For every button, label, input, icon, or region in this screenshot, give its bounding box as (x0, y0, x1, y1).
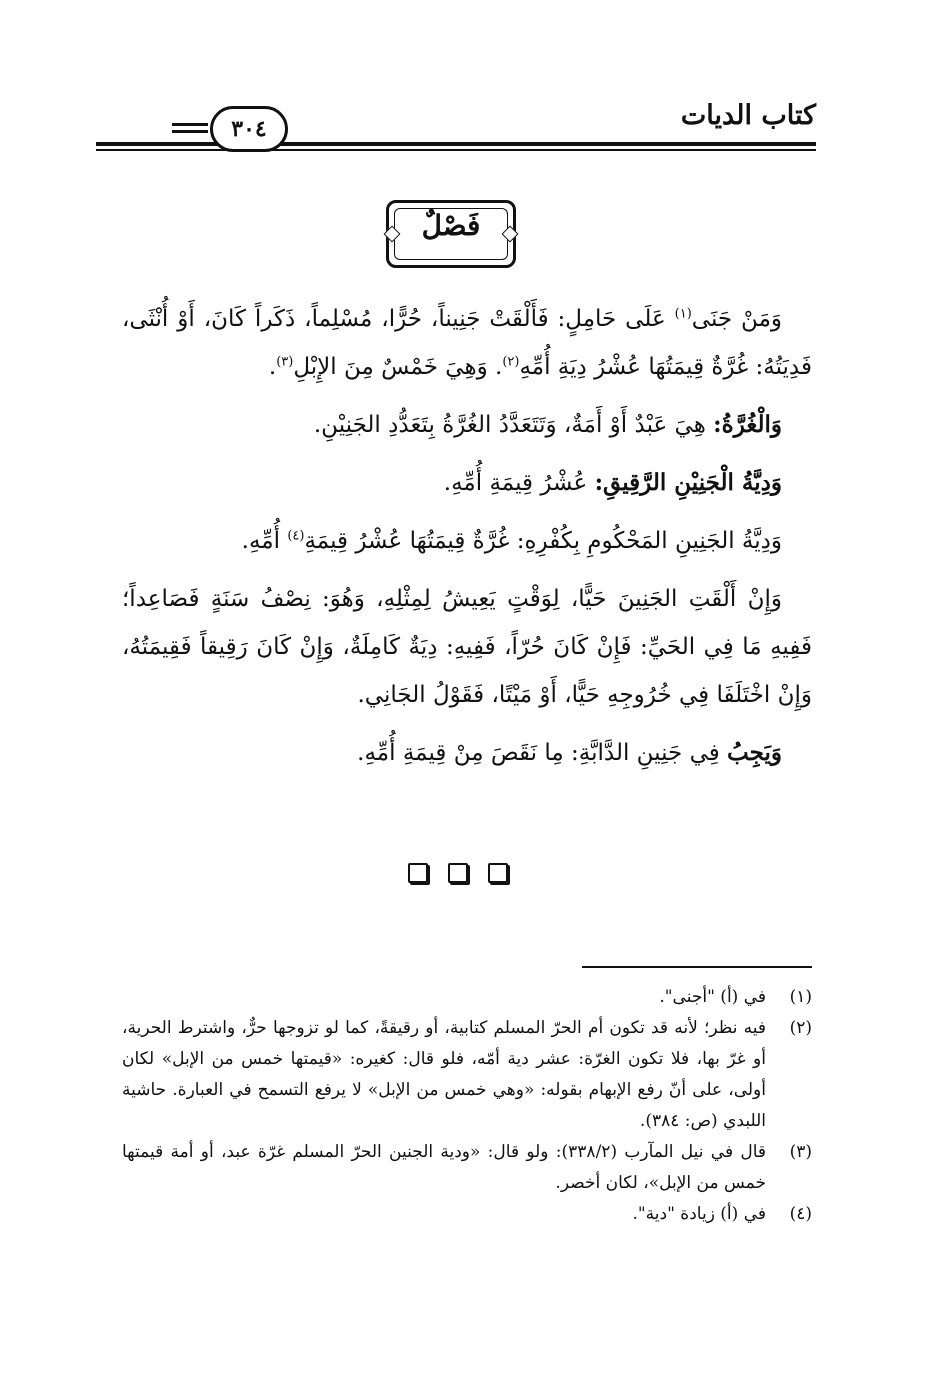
paragraph-6 (122, 729, 812, 777)
page-number: ٣٠٤ (210, 106, 288, 152)
paragraph-3 (122, 459, 812, 507)
footnote-text: قال في نيل المآرب (٣٣٨/٢): ولو قال: «ودية الجنين الحرّ المسلم غرّة عبد، أو أمة قيمتها خمس من الإبل»، لكان أخصر. (122, 1142, 767, 1193)
paragraph-text: . (268, 354, 277, 380)
paragraph-1 (122, 295, 812, 391)
footnote-marker[interactable]: (٢) (502, 354, 520, 370)
footnote-text: في (أ) "أجنى". (659, 987, 766, 1007)
paragraph-text: فِي جَنِينِ الدَّابَّةِ: مِا نَقَصَ مِنْ قِيمَةِ أُمِّهِ. (357, 740, 728, 766)
book-title: كتاب الديات (680, 100, 816, 131)
header-ornament-dashes (172, 123, 208, 137)
footnote-4 (122, 1199, 812, 1230)
footnote-3 (122, 1137, 812, 1199)
footnote-number: (٣) (789, 1142, 812, 1162)
paragraph-4 (122, 517, 812, 565)
paragraph-2 (122, 401, 812, 449)
square-icon (408, 863, 428, 883)
footnote-marker[interactable]: (٣) (276, 354, 294, 370)
paragraph-5 (122, 575, 812, 719)
paragraph-text: . وَهِيَ خَمْسٌ مِنَ الإِبْلِ (293, 354, 503, 380)
paragraph-lead: وَيَجِبُ (727, 739, 782, 766)
footnote-1 (122, 982, 812, 1013)
header-rule-thick (96, 142, 816, 146)
paragraph-lead: وَالْغُرَّةُ: (713, 411, 782, 438)
footnote-number: (٢) (789, 1018, 812, 1038)
footnote-number: (٤) (789, 1204, 812, 1224)
footnote-marker[interactable]: (١) (674, 306, 692, 322)
paragraph-text: وَإِنْ أَلْقَتِ الجَنِينَ حَيًّا، لِوَقْتٍ يَعِيشُ لِمِثْلِهِ، وَهُوَ: نِصْفُ سَنَةٍ فَصَاعِداً؛ فَفِيهِ مَا فِي الحَيِّ: فَإِنْ كَانَ حُرّاً، فَفِيهِ: دِيَةٌ كَامِلَةٌ، وَإِنْ كَانَ رَقِيقاً فَقِيمَتُهُ، وَإِنْ اخْتَلَفَا فِي خُرُوجِهِ حَيًّا، أَوْ مَيْتًا، فَقَوْلُ الجَانِي. (122, 586, 812, 708)
footnote-separator (582, 966, 812, 968)
section-title: فَصْلٌ (421, 209, 481, 242)
footnote-number: (١) (789, 987, 812, 1007)
footnotes (122, 982, 812, 1230)
paragraph-text: عَلَى حَامِلٍ: فَأَلْقَتْ جَنِيناً، حُرًّا، مُسْلِماً، ذَكَراً كَانَ، أَوْ أُنْثَى، فَدِيَتُهُ: غُرَّةٌ قِيمَتُهَا عُشْرُ دِيَةِ أُمِّهِ (122, 306, 812, 380)
paragraph-text: هِيَ عَبْدٌ أَوْ أَمَةٌ، وَتَتَعَدَّدُ الغُرَّةُ بِتَعَدُّدِ الجَنِيْنِ. (313, 412, 714, 438)
paragraph-text: عُشْرُ قِيمَةِ أُمِّهِ. (443, 470, 595, 496)
square-icon (488, 863, 508, 883)
square-icon (448, 863, 468, 883)
footnote-marker[interactable]: (٤) (287, 528, 305, 544)
paragraph-text: أُمِّهِ. (241, 528, 288, 554)
paragraph-text: وَمَنْ جَنَى (691, 306, 782, 332)
paragraph-lead: وَدِيَّةُ الْجَنِيْنِ الرَّقِيقِ: (594, 469, 782, 496)
main-text (122, 295, 812, 787)
running-header (96, 96, 816, 160)
footnote-text: فيه نظر؛ لأنه قد تكون أم الحرّ المسلم كتابية، أو رقيقةً، كما لو تزوجها حرٌّ، واشترط الحرية، أو غرّ بها، فلا تكون الغرّة: عشر دية أمّه، فلو قال: كغيره: «قيمتها خمس من الإبل» لكان أولى، على أنّ رفع الإبهام بقوله: «وهي خمس من الإبل» لا يرفع التسمح في العبارة. حاشية اللبدي (ص: ٣٨٤). (122, 1018, 766, 1131)
section-end-ornament (408, 863, 508, 889)
footnote-text: في (أ) زيادة "دية". (632, 1204, 766, 1224)
footnote-2 (122, 1013, 812, 1137)
paragraph-text: وَدِيَّةُ الجَنِينِ المَحْكُومِ بِكُفْرِهِ: غُرَّةٌ قِيمَتُهَا عُشْرُ قِيمَةِ (304, 528, 782, 554)
section-title-frame (386, 200, 516, 268)
header-rule-thin (96, 149, 816, 151)
